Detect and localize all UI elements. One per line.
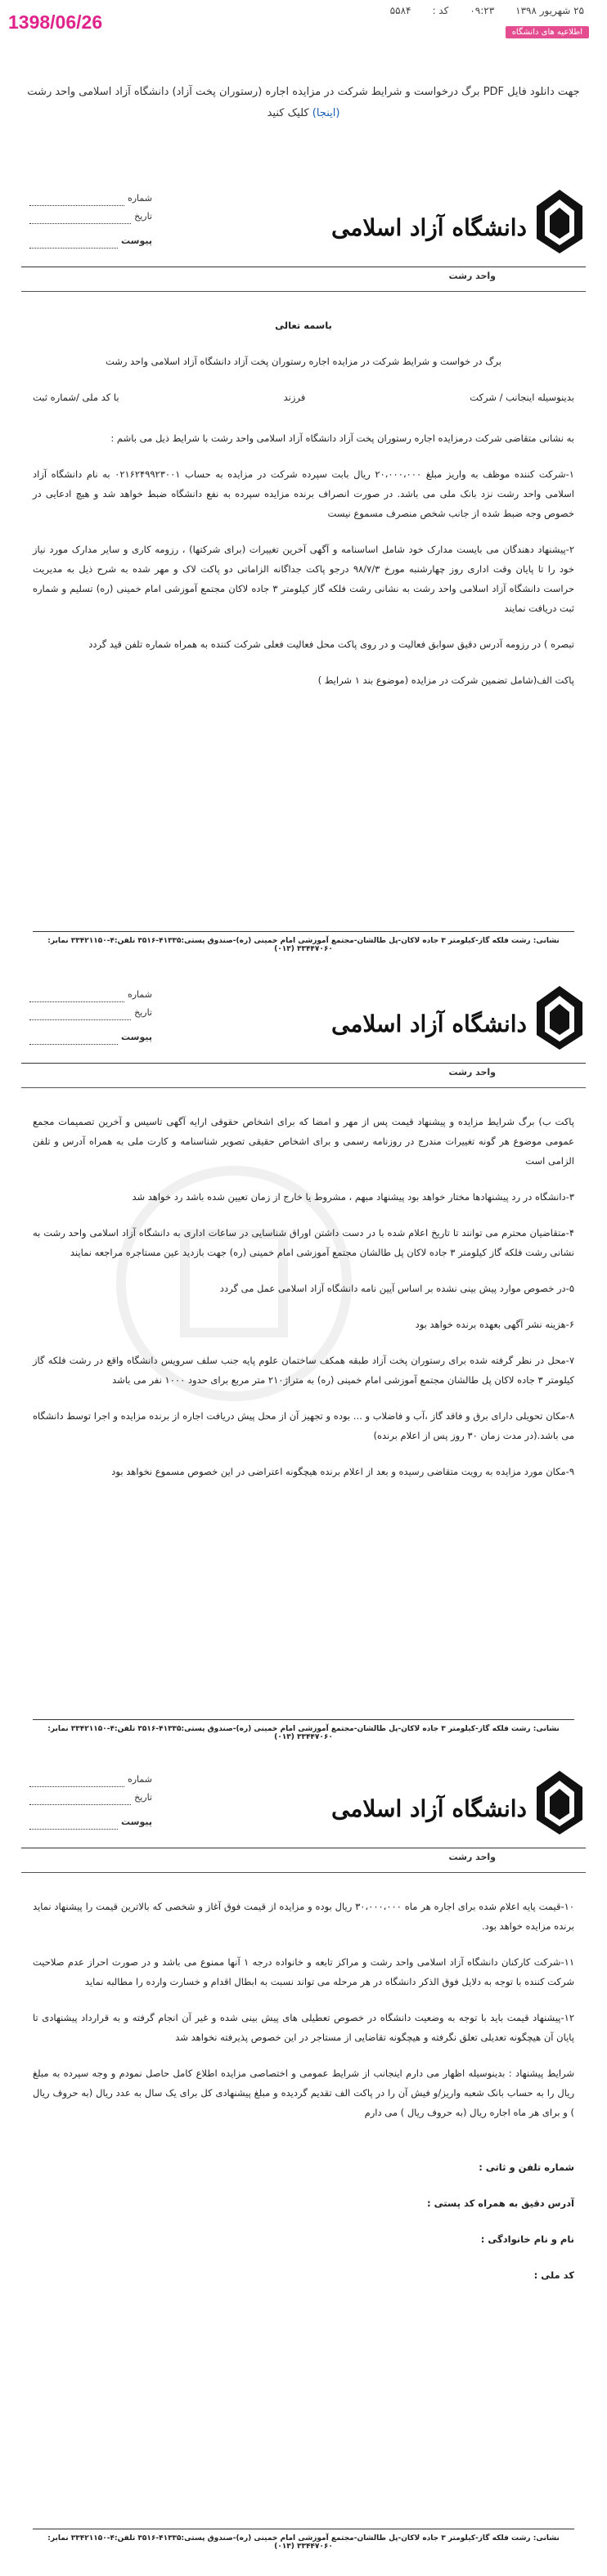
- condition-1: ۱-شرکت کننده موظف به واریز مبلغ ۲۰،۰۰۰،۰۰۰ ریال بابت سپرده شرکت در مزایده به حساب ۰۲۱۶۲۴۹۹۲۳۰۰۱ به نام دانشگاه آزاد اسلامی واحد رشت نزد بانک ملی می باشد. در صورت انصراف برنده مزایده سپرده به نفع دانشگاه ضبط خواهد شد و هیچ ادعایی در خصوص وجه ضبط شده از جانب شخص منصرف مسموع نیست: [33, 468, 574, 519]
- intro-text: جهت دانلود فایل PDF برگ درخواست و شرایط شرکت در مزایده اجاره (رستوران پخت آزاد) دانشگاه آزاد اسلامی واحد رشت: [27, 86, 580, 98]
- branch-name: واحد رشت: [448, 271, 496, 281]
- condition-3: ۳-دانشگاه در رد پیشنهادها مختار خواهد بود پیشنهاد مبهم ، مشروط یا خارج از زمان تعیین شده باشد رد خواهد شد: [132, 1191, 574, 1203]
- university-title: دانشگاه آزاد اسلامی: [330, 1795, 527, 1822]
- condition-12: ۱۲-پیشنهاد قیمت باید با توجه به وضعیت دانشگاه در خصوص تعطیلی های پیش بینی شده و غیر آن انجام گرفته و به قرارداد پیشنهادی تا پایان آن هیچگونه تعدیلی تعلق نگرفته و هیچگونه تقاضایی از مستاجر در این خصوص پذیرفته نخواهد شد: [33, 2012, 574, 2043]
- date-stamp: 1398/06/26: [8, 11, 103, 33]
- document-page-3: [21, 1758, 586, 2559]
- field-applicant: بدینوسیله اینجانب / شرکت: [470, 392, 574, 403]
- header-divider-2: [21, 1872, 586, 1873]
- field-national-id: با کد ملی /شماره ثبت: [33, 392, 119, 403]
- page-footer: نشانی: رشت فلکه گاز-کیلومتر ۳ جاده لاکان-پل طالشان-مجتمع آموزشی امام خمینی (ره)-صندوق پستی:۴۱۳۳۵-۳۵۱۶ تلفن:۴-۳۳۴۲۱۱۵۰ نمابر: ۳۳۴۴۷۰۶۰ (۰۱۳): [33, 2529, 574, 2551]
- condition-4: ۴-متقاضیان محترم می توانند تا تاریخ اعلام شده با در دست داشتن اوراق شناسایی در ساعات اداری به دانشگاه آزاد اسلامی واحد رشت به نشانی رشت فلکه گاز کیلومتر ۳ جاده لاکان پل طالشان مجتمع آموزشی امام خمینی (ره) جهت بازدید عین مستاجره مراجعه نمایند: [33, 1227, 574, 1258]
- condition-10: ۱۰-قیمت پایه اعلام شده برای اجاره هر ماه ۳۰،۰۰۰،۰۰۰ ریال بوده و مزایده از قیمت فوق آغاز و شخصی که بالاترین قیمت را پیشنهاد نماید برنده مزایده خواهد بود.: [33, 1901, 574, 1932]
- university-title: دانشگاه آزاد اسلامی: [330, 1010, 527, 1037]
- number-label: شماره: [127, 1774, 152, 1785]
- address-label: آدرس دقیق به همراه کد پستی :: [427, 2197, 574, 2209]
- document-page-1: [21, 177, 586, 961]
- page-1-body: [33, 316, 574, 706]
- download-link[interactable]: (اینجا): [312, 107, 340, 119]
- attachment-label: پیوست: [121, 1032, 152, 1042]
- phone-label: شماره تلفن و ثاتی :: [479, 2162, 574, 2173]
- envelope-a: پاکت الف(شامل تضمین شرکت در مزایده (موضوع بند ۱ شرایط ): [317, 674, 574, 686]
- note: تبصره ) در رزومه آدرس دقیق سوابق فعالیت و در روی پاکت محل فعالیت فعلی شرکت کننده به همراه شماره تلفن قید گردد: [88, 638, 574, 650]
- page-3-body: [33, 1897, 574, 2299]
- header-divider: [21, 1063, 586, 1064]
- university-logo-icon: [535, 188, 584, 255]
- page-2-body: [33, 1112, 574, 1498]
- heading: باسمه تعالی: [275, 320, 332, 331]
- university-logo-icon: [535, 1769, 584, 1836]
- meta-date: ۲۵ شهریور ۱۳۹۸: [515, 5, 584, 16]
- meta-code-label: کد :: [432, 5, 449, 16]
- full-name-label: نام و نام خانوادگی :: [480, 2233, 574, 2245]
- branch-name: واحد رشت: [448, 1852, 496, 1862]
- field-father: فرزند: [283, 392, 306, 403]
- envelope-b: پاکت ب) برگ شرایط مزایده و پیشنهاد قیمت پس از مهر و امضا که برای اشخاص حقوقی ارایه آگهی تاسیس و آخرین تصمیمات مجمع عمومی موضوع هر گونه تغییرات مندرج در روزنامه رسمی و برای اشخاص حقیقی تصویر شناسنامه و کارت ملی به همراه آدرس و تلفن الزامی است: [33, 1116, 574, 1167]
- national-code-label: کد ملی :: [533, 2269, 574, 2281]
- applicant-fields: [33, 388, 574, 407]
- article-meta: [164, 5, 584, 16]
- meta-code: ۵۵۸۴: [389, 5, 411, 16]
- document-page-2: [21, 973, 586, 1749]
- university-title: دانشگاه آزاد اسلامی: [330, 214, 527, 241]
- subheading: برگ در خواست و شرایط شرکت در مزایده اجاره رستوران پخت آزاد دانشگاه آزاد اسلامی واحد رشت: [105, 356, 502, 367]
- condition-11: ۱۱-شرکت کارکنان دانشگاه آزاد اسلامی واحد رشت و مراکز تابعه و خانواده درجه ۱ آنها ممنوع می باشد و در صورت احراز عدم صلاحیت شرکت کننده با توجه به دلایل فوق الذکر دانشگاه در هر مرحله می تواند نسبت به ابطال اقدام و خسارت وارده را مطالبه نماید: [33, 1956, 574, 1987]
- condition-9: ۹-مکان مورد مزایده به رویت متقاضی رسیده و بعد از اعلام برنده هیچگونه اعتراضی در این خصوص مسموع نخواهد بود: [111, 1466, 574, 1477]
- signature-block: [33, 2155, 574, 2287]
- page-footer: نشانی: رشت فلکه گاز-کیلومتر ۳ جاده لاکان-پل طالشان-مجتمع آموزشی امام خمینی (ره)-صندوق پستی:۴۱۳۳۵-۳۵۱۶ تلفن:۴-۳۳۴۲۱۱۵۰ نمابر: ۳۳۴۴۷۰۶۰ (۰۱۳): [33, 931, 574, 953]
- condition-6: ۶-هزینه نشر آگهی بعهده برنده خواهد بود: [415, 1319, 574, 1330]
- intro-tail: کلیک کنید: [267, 107, 309, 119]
- attachment-label: پیوست: [121, 1817, 152, 1827]
- reference-fields: [29, 193, 152, 253]
- letterhead: [21, 973, 586, 1095]
- condition-7: ۷-محل در نظر گرفته شده برای رستوران پخت آزاد طبقه همکف ساختمان علوم پایه جنب سلف سرویس دانشگاه واقع در رشت فلکه گاز کیلومتر ۳ جاده لاکان پل طالشان مجتمع آموزشی امام خمینی (ره) به متراژ۲۱۰ متر مربع برای حدود ۱۰۰۰ نفر می باشد: [33, 1355, 574, 1386]
- number-label: شماره: [127, 193, 152, 204]
- attachment-label: پیوست: [121, 235, 152, 246]
- letterhead: [21, 1758, 586, 1880]
- category-badge[interactable]: اطلاعیه های دانشگاه: [506, 26, 589, 38]
- condition-2: ۲-پیشنهاد دهندگان می بایست مدارک خود شامل اساسنامه و آگهی آخرین تغییرات (برای شرکتها) ، رزومه کاری و سایر مدارک مورد نیاز خود را تا پایان وقت اداری روز چهارشنبه مورخ ۹۸/۷/۳ درجو پاکت جداگانه الزاماتی دو پاکت لاک و مهر شده به شرح ذیل به مدیریت حراست دانشگاه آزاد اسلامی واحد رشت به نشانی رشت فلکه گاز کیلومتر ۳ جاده لاکان مجتمع آموزشی امام خمینی (ره) تسلیم و شماره ثبت دریافت نمایند: [33, 544, 574, 614]
- number-label: شماره: [127, 989, 152, 1000]
- intro-paragraph: [18, 82, 589, 124]
- address-line: به نشانی متقاضی شرکت درمزایده اجاره رستوران پخت آزاد دانشگاه آزاد اسلامی واحد رشت با شرایط ذیل می باشم :: [110, 432, 574, 444]
- header-divider-2: [21, 291, 586, 292]
- bid-statement: شرایط پیشنهاد : بدینوسیله اظهار می دارم اینجانب از شرایط عمومی و اختصاصی مزایده اطلاع کامل حاصل نمودم و وجه سپرده به مبلغ ریال را به حساب بانک شعبه واریز/و فیش آن را در پاکت الف تقدیم گردیده و مبلغ پیشنهادی کل برای یک سال به عدد ریال (به حروف ریال ) و برای هر ماه اجاره ریال (به حروف ریال ) می دارم: [33, 2068, 574, 2118]
- meta-time: ۰۹:۲۳: [470, 5, 495, 16]
- reference-fields: [29, 989, 152, 1050]
- condition-8: ۸-مکان تحویلی دارای برق و فاقد گاز ،آب و فاضلاب و ... بوده و تجهیز آن از محل پیش دریافت اجاره از برنده مزایده و اجرا توسط دانشگاه می باشد.(در مدت زمان ۳۰ روز پس از اعلام برنده): [33, 1410, 574, 1441]
- reference-fields: [29, 1774, 152, 1835]
- date-label: تاریخ: [134, 1007, 152, 1018]
- page-footer: نشانی: رشت فلکه گاز-کیلومتر ۳ جاده لاکان-پل طالشان-مجتمع آموزشی امام خمینی (ره)-صندوق پستی:۴۱۳۳۵-۳۵۱۶ تلفن:۴-۳۳۴۲۱۱۵۰ نمابر: ۳۳۴۴۷۰۶۰ (۰۱۳): [33, 1719, 574, 1741]
- university-logo-icon: [535, 984, 584, 1051]
- header-divider-2: [21, 1087, 586, 1088]
- letterhead: [21, 177, 586, 299]
- branch-name: واحد رشت: [448, 1067, 496, 1077]
- date-label: تاریخ: [134, 1792, 152, 1803]
- date-label: تاریخ: [134, 211, 152, 222]
- condition-5: ۵-در خصوص موارد پیش بینی نشده بر اساس آیین نامه دانشگاه آزاد اسلامی عمل می گردد: [219, 1283, 574, 1294]
